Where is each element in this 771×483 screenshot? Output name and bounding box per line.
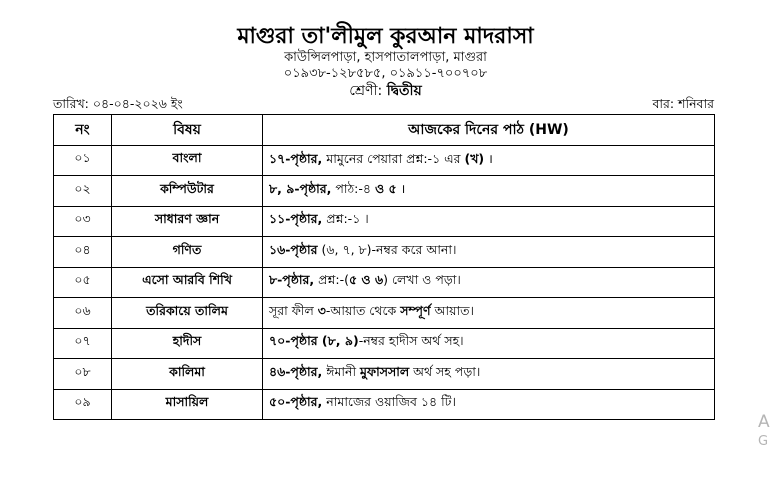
date-text: তারিখ: ০৪-০৪-২০২৬ ইং	[53, 96, 183, 111]
homework-text-part: নামাজের ওয়াজিব ১৪ টি।	[322, 394, 456, 410]
document-header	[0, 22, 771, 100]
row-homework	[263, 206, 715, 237]
row-serial: ০৫	[54, 267, 112, 298]
homework-text-part: ৫০-পৃষ্ঠার,	[269, 394, 323, 410]
day-text: বার: শনিবার	[652, 96, 714, 111]
homework-text-part: -আয়াত থেকে	[325, 302, 401, 318]
homework-table	[53, 114, 715, 420]
row-serial: ০৮	[54, 359, 112, 390]
homework-text-part: সম্পূর্ণ	[400, 302, 431, 318]
homework-text-part: ) লেখা ও পড়া।	[383, 272, 461, 288]
homework-text-part: ৫ ও ৬	[348, 272, 384, 288]
row-subject: কম্পিউটার	[112, 176, 263, 207]
table-row	[54, 206, 715, 237]
homework-text-part: (খ)	[464, 150, 485, 166]
homework-text-part: ১১-পৃষ্ঠার,	[269, 211, 323, 227]
class-label: শ্রেণী:	[349, 83, 383, 99]
row-serial: ০৩	[54, 206, 112, 237]
row-serial: ০৪	[54, 237, 112, 268]
homework-text-part: ।	[484, 150, 493, 166]
header-subject: বিষয়	[112, 115, 263, 146]
table-row	[54, 267, 715, 298]
row-homework	[263, 389, 715, 420]
row-homework	[263, 267, 715, 298]
row-homework	[263, 298, 715, 329]
row-serial: ০৬	[54, 298, 112, 329]
table-row	[54, 389, 715, 420]
homework-text-part: ঈমানী	[322, 363, 361, 379]
row-subject: মাসায়িল	[112, 389, 263, 420]
class-value: দ্বিতীয়	[386, 83, 422, 99]
row-homework	[263, 176, 715, 207]
homework-text-part: মামুনের পেয়ারা প্রশ্ন:-১ এর	[322, 150, 465, 166]
homework-text-part: আয়াত।	[430, 302, 474, 318]
homework-text-part: অর্থ সহ পড়া।	[409, 363, 481, 379]
table-header-row	[54, 115, 715, 146]
homework-text-part: ও ৫	[374, 181, 397, 197]
meta-row	[53, 96, 714, 112]
header-serial: নং	[54, 115, 112, 146]
homework-text-part: ৮, ৯-পৃষ্ঠার,	[269, 181, 332, 197]
homework-text-part: ৭০-পৃষ্ঠার (৮, ৯)	[269, 333, 359, 349]
activation-watermark	[758, 412, 770, 452]
homework-text-part: পাঠ:-৪	[331, 181, 375, 197]
row-homework	[263, 145, 715, 176]
madrasa-address: কাউন্সিলপাড়া, হাসপাতালপাড়া, মাগুরা	[284, 50, 487, 65]
homework-text-part: প্রশ্ন:-১ ।	[322, 211, 369, 227]
homework-text-part: ।	[396, 181, 406, 197]
row-subject: বাংলা	[112, 145, 263, 176]
row-serial: ০২	[54, 176, 112, 207]
watermark-line-2: G	[758, 434, 769, 449]
row-homework	[263, 359, 715, 390]
row-subject: হাদীস	[112, 328, 263, 359]
homework-text-part: ৩	[317, 302, 326, 318]
table-row	[54, 359, 715, 390]
table-row	[54, 145, 715, 176]
header-homework: আজকের দিনের পাঠ (HW)	[263, 115, 715, 146]
row-subject: গণিত	[112, 237, 263, 268]
row-subject: তরিকায়ে তালিম	[112, 298, 263, 329]
row-serial: ০৭	[54, 328, 112, 359]
row-subject: কালিমা	[112, 359, 263, 390]
table-row	[54, 176, 715, 207]
madrasa-title: মাগুরা তা'লীমুল কুরআন মাদরাসা	[237, 23, 534, 49]
homework-text-part: মুফাসসাল	[360, 363, 410, 379]
table-row	[54, 328, 715, 359]
row-subject: সাধারণ জ্ঞান	[112, 206, 263, 237]
row-homework	[263, 237, 715, 268]
table-row	[54, 298, 715, 329]
row-homework	[263, 328, 715, 359]
homework-text-part: ১৭-পৃষ্ঠার,	[269, 150, 323, 166]
table-row	[54, 237, 715, 268]
homework-text-part: -নম্বর হাদীস অর্থ সহ।	[358, 333, 464, 349]
row-serial: ০১	[54, 145, 112, 176]
row-serial: ০৯	[54, 389, 112, 420]
homework-text-part: (৬, ৭, ৮)-নম্বর করে আনা।	[317, 241, 457, 257]
watermark-line-1: A	[758, 412, 770, 432]
homework-text-part: ৮-পৃষ্ঠার,	[269, 272, 315, 288]
homework-text-part: ৪৬-পৃষ্ঠার,	[269, 363, 323, 379]
homework-text-part: ১৬-পৃষ্ঠার	[269, 241, 318, 257]
homework-text-part: সূরা ফীল	[269, 302, 318, 318]
homework-text-part: প্রশ্ন:-(	[314, 272, 349, 288]
madrasa-phones: ০১৯৩৮-১২৮৫৮৫, ০১৯১১-৭০০৭০৮	[283, 66, 488, 81]
row-subject: এসো আরবি শিখি	[112, 267, 263, 298]
